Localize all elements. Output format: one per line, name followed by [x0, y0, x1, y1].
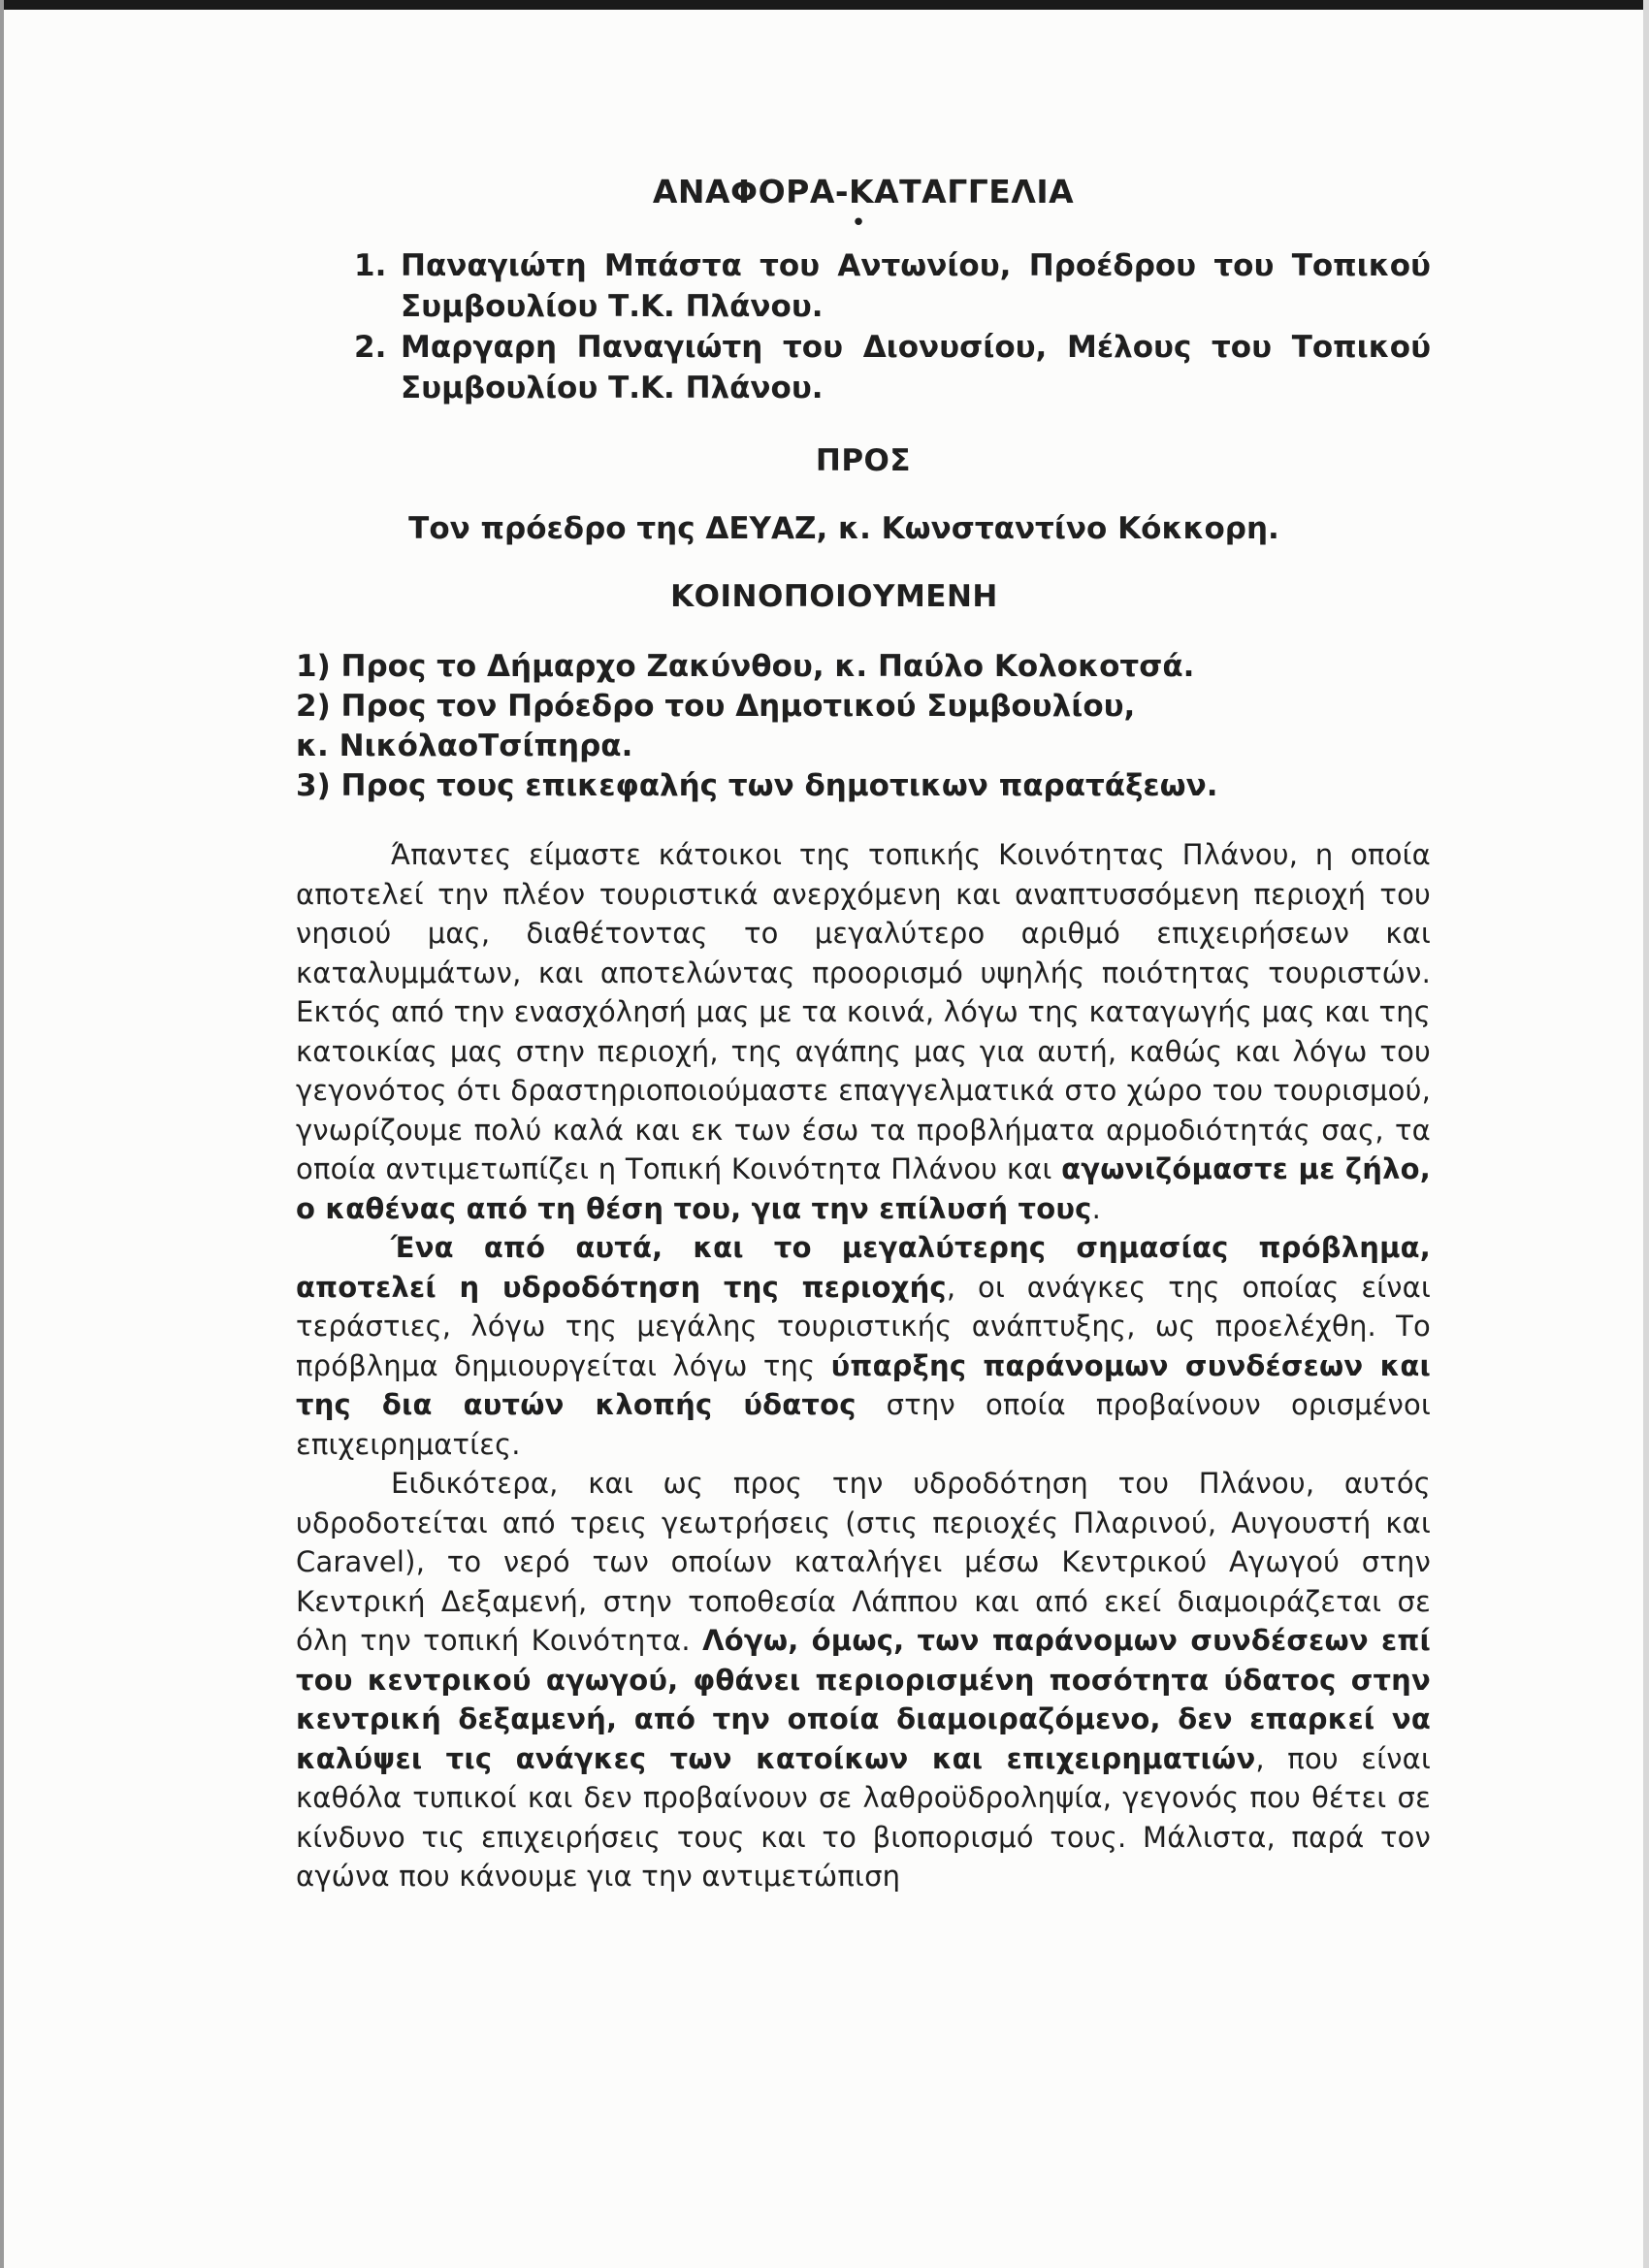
stray-dot: •: [851, 209, 866, 238]
scan-edge-top: [0, 0, 1649, 10]
sender-number: 2.: [354, 330, 387, 365]
to-heading: ΠΡΟΣ: [815, 443, 912, 478]
senders-list: [354, 245, 1431, 408]
paragraph-3-end: , που είναι καθόλα τυπικοί και δεν προβαίνουν σε λαθροϋδροληψία, γεγονός που θέτει σε κίνδυνο τις επιχειρήσεις τους και το βιοπορισμό τους. Μάλιστα, παρά τον αγώνα που κάνουμε για την αντιμετώπιση: [296, 1741, 1431, 1893]
paragraph-3: [296, 1464, 1431, 1896]
paragraph-2: [296, 1228, 1431, 1464]
paragraph-3-emphasis: Λόγω, όμως, των παράνομων συνδέσεων επί του κεντρικού αγωγού, φθάνει περιορισμένη ποσότητα ύδατος στην κεντρική δεξαμενή, από την οποία διαμοιραζόμενο, δεν επαρκεί να καλύψει τις ανάγκες των κατοίκων και επιχειρηματιών: [296, 1624, 1431, 1775]
paragraph-1: [296, 835, 1431, 1228]
sender-number: 1.: [354, 248, 387, 283]
paragraph-3-text: Ειδικότερα, και ως προς την υδροδότηση του Πλάνου, αυτός υδροδοτείται από τρεις γεωτρήσεις (στις περιοχές Πλαρινού, Αυγουστή και Caravel), το νερό των οποίων καταλήγει μέσω Κεντρικού Αγωγού στην Κεντρική Δεξαμενή, στην τοποθεσία Λάππου και από εκεί διαμοιράζεται σε όλη την τοπική Κοινότητα.: [296, 1467, 1431, 1657]
scan-edge-left: [0, 0, 4, 2268]
recipient: Τον πρόεδρο της ΔΕΥΑΖ, κ. Κωνσταντίνο Κόκκορη.: [408, 511, 1279, 546]
paragraph-1-emphasis: αγωνιζόμαστε με ζήλο, ο καθένας από τη θέση του, για την επίλυσή τους: [296, 1152, 1431, 1225]
cc-list: [296, 647, 1431, 806]
sender-item: [354, 327, 1431, 408]
document-body: [296, 173, 1431, 1896]
paragraph-2-end: στην οποία προβαίνουν ορισμένοι επιχειρηματίες.: [296, 1388, 1431, 1461]
cc-item: 1) Προς το Δήμαρχο Ζακύνθου, κ. Παύλο Κολοκοτσά.: [296, 649, 1195, 684]
paragraph-1-end: .: [1091, 1191, 1101, 1225]
paragraph-2-emphasis-2: ύπαρξης παράνομων συνδέσεων και της δια αυτών κλοπής ύδατος: [296, 1348, 1431, 1421]
cc-item: κ. ΝικόλαοΤσίπηρα.: [296, 729, 633, 763]
cc-item: 3) Προς τους επικεφαλής των δημοτικων παρατάξεων.: [296, 768, 1218, 803]
cc-heading: ΚΟΙΝΟΠΟΙΟΥΜΕΝΗ: [670, 579, 998, 614]
paragraph-2-emphasis: Ένα από αυτά, και το μεγαλύτερης σημασίας πρόβλημα, αποτελεί η υδροδότηση της περιοχής: [296, 1231, 1431, 1304]
paragraph-2-text: , οι ανάγκες της οποίας είναι τεράστιες, λόγω της μεγάλης τουριστικής ανάπτυξης, ως προελέχθη. Το πρόβλημα δημιουργείται λόγω της: [296, 1270, 1431, 1382]
sender-item: [354, 245, 1431, 327]
document-title: ΑΝΑΦΟΡΑ-ΚΑΤΑΓΓΕΛΙΑ: [652, 173, 1075, 211]
sender-text: Παναγιώτη Μπάστα του Αντωνίου, Προέδρου του Τοπικού Συμβουλίου Τ.Κ. Πλάνου.: [401, 248, 1431, 324]
paragraph-1-text: Άπαντες είμαστε κάτοικοι της τοπικής Κοινότητας Πλάνου, η οποία αποτελεί την πλέον τουριστικά ανερχόμενη και αναπτυσσόμενη περιοχή του νησιού μας, διαθέτοντας το μεγαλύτερο αριθμό επιχειρήσεων και καταλυμμάτων, και αποτελώντας προορισμό υψηλής ποιότητας τουριστών. Εκτός από την ενασχόλησή μας με τα κοινά, λόγω της καταγωγής μας και της κατοικίας μας στην περιοχή, της αγάπης μας για αυτή, καθώς και λόγω του γεγονότος ότι δραστηριοποιούμαστε επαγγελματικά στο χώρο του τουρισμού, γνωρίζουμε πολύ καλά και εκ των έσω τα προβλήματα αρμοδιότητάς σας, τα οποία αντιμετωπίζει η Τοπική Κοινότητα Πλάνου και: [296, 838, 1431, 1185]
sender-text: Μαργαρη Παναγιώτη του Διονυσίου, Μέλους του Τοπικού Συμβουλίου Τ.Κ. Πλάνου.: [401, 330, 1431, 405]
cc-item: 2) Προς τον Πρόεδρο του Δημοτικού Συμβουλίου,: [296, 689, 1136, 724]
scan-edge-right: [1643, 0, 1649, 2268]
